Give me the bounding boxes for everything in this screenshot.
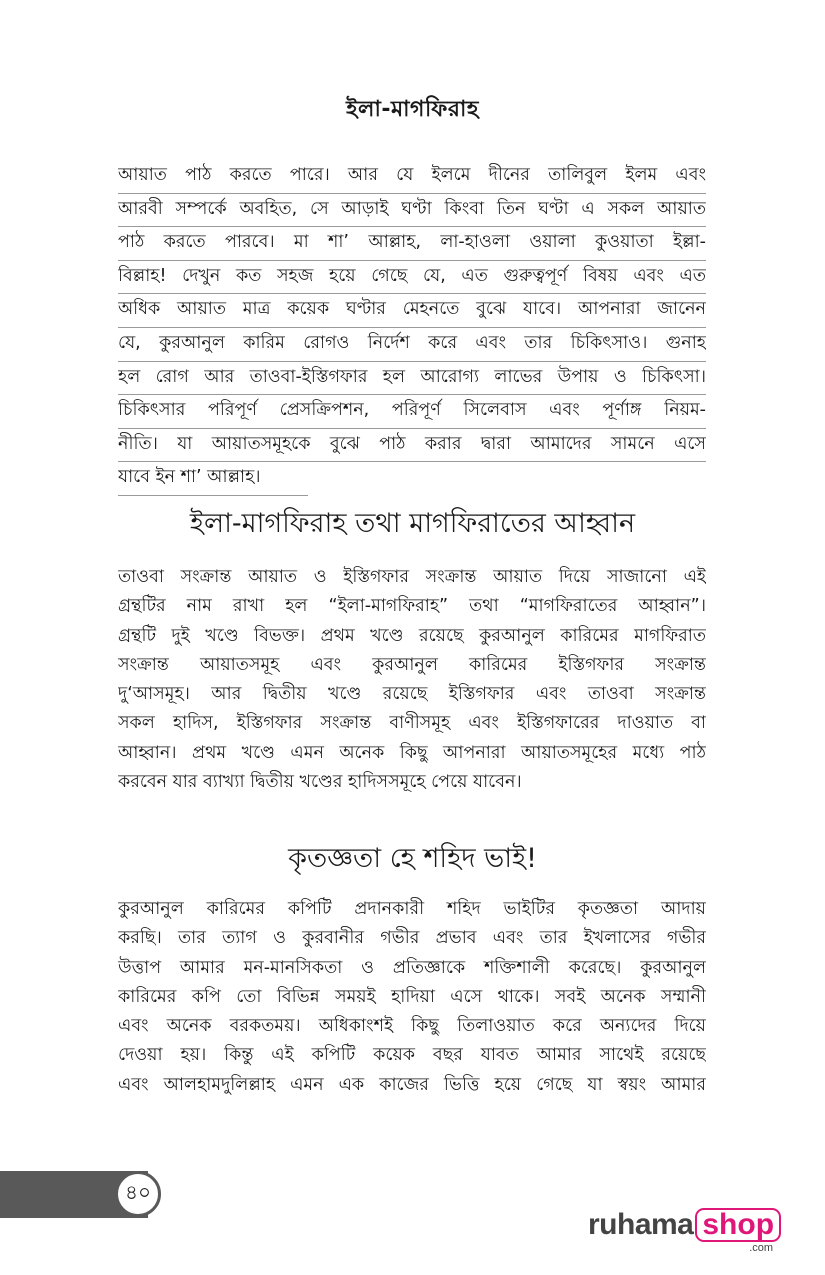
text-line: হল রোগ আর তাওবা-ইস্তিগফার হল আরোগ্য লাভের উপায় ও চিকিৎসা। <box>118 362 706 396</box>
text-line: যে, কুরআনুল কারিম রোগও নির্দেশ করে এবং তার চিকিৎসাও। গুনাহ <box>118 328 706 362</box>
section-paragraph <box>118 563 706 797</box>
text-line: গ্রন্থটি দুই খণ্ডে বিভক্ত। প্রথম খণ্ডে রয়েছে কুরআনুল কারিমের মাগফিরাত <box>118 625 706 646</box>
brand-logo <box>588 1208 781 1254</box>
text-line: অধিক আয়াত মাত্র কয়েক ঘণ্টার মেহনতে বুঝে যাবে। আপনারা জানেন <box>118 294 706 328</box>
text-line: আরবী সম্পর্কে অবহিত, সে আড়াই ঘণ্টা কিংবা তিন ঘণ্টা এ সকল আয়াত <box>118 194 706 228</box>
text-line: করবেন যার ব্যাখ্যা দ্বিতীয় খণ্ডের হাদিসসমূহে পেয়ে যাবেন। <box>118 772 522 793</box>
text-line: সকল হাদিস, ইস্তিগফার সংক্রান্ত বাণীসমূহ এবং ইস্তিগফারের দাওয়াত বা <box>118 713 706 734</box>
text-line: দেওয়া হয়। কিন্তু এই কপিটি কয়েক বছর যাবত আমার সাথেই রয়েছে <box>118 1045 706 1066</box>
brand-name: ruhama <box>588 1208 694 1241</box>
text-line: নীতি। যা আয়াতসমূহকে বুঝে পাঠ করার দ্বারা আমাদের সামনে এসে <box>118 429 706 463</box>
page-number: ৪০ <box>115 1171 161 1217</box>
text-line: এবং অনেক বরকতময়। অধিকাংশই কিছু তিলাওয়াত করে অন্যদের দিয়ে <box>118 1016 706 1037</box>
intro-paragraph <box>118 160 706 496</box>
text-line: কারিমের কপি তো বিভিন্ন সময়ই হাদিয়া এসে থাকে। সবই অনেক সম্মানী <box>118 986 706 1007</box>
text-line: কুরআনুল কারিমের কপিটি প্রদানকারী শহিদ ভাইটির কৃতজ্ঞতা আদায় <box>118 899 706 919</box>
text-line: তাওবা সংক্রান্ত আয়াত ও ইস্তিগফার সংক্রান্ত আয়াত দিয়ে সাজানো এই <box>118 567 706 587</box>
section-heading: কৃতজ্ঞতা হে শহিদ ভাই! <box>288 843 537 874</box>
text-line: করছি। তার ত্যাগ ও কুরবানীর গভীর প্রভাব এবং তার ইখলাসের গভীর <box>118 928 706 949</box>
text-line: গ্রন্থটির নাম রাখা হল “ইলা-মাগফিরাহ” তথা “মাগফিরাতের আহ্বান”। <box>118 596 706 617</box>
text-line: আয়াত পাঠ করতে পারে। আর যে ইলমে দীনের তালিবুল ইলম এবং <box>118 160 706 194</box>
section-heading: ইলা-মাগফিরাহ তথা মাগফিরাতের আহ্বান <box>189 508 636 539</box>
text-line: উত্তাপ আমার মন-মানসিকতা ও প্রতিজ্ঞাকে শক্তিশালী করেছে। কুরআনুল <box>118 957 706 978</box>
text-line: সংক্রান্ত আয়াতসমূহ এবং কুরআনুল কারিমের ইস্তিগফার সংক্রান্ত <box>118 654 706 675</box>
text-line: বিল্লাহ! দেখুন কত সহজ হয়ে গেছে যে, এত গুরুত্বপূর্ণ বিষয় এবং এত <box>118 261 706 295</box>
text-line: দু‘আসমূহ। আর দ্বিতীয় খণ্ডে রয়েছে ইস্তিগফার এবং তাওবা সংক্রান্ত <box>118 684 706 705</box>
running-head: ইলা-মাগফিরাহ <box>346 97 479 122</box>
text-line: এবং আলহামদুলিল্লাহ এমন এক কাজের ভিত্তি হয়ে গেছে যা স্বয়ং আমার <box>118 1074 706 1095</box>
text-line: পাঠ করতে পারবে। মা শা’ আল্লাহ, লা-হাওলা ওয়ালা কুওয়াতা ইল্লা- <box>118 227 706 261</box>
brand-shop-badge: shop <box>695 1208 781 1242</box>
text-line: চিকিৎসার পরিপূর্ণ প্রেসক্রিপশন, পরিপূর্ণ সিলেবাস এবং পূর্ণাঙ্গ নিয়ম- <box>118 395 706 429</box>
text-line: যাবে ইন শা’ আল্লাহ। <box>118 462 308 496</box>
section-paragraph <box>118 895 706 1100</box>
brand-suffix: .com <box>749 1242 774 1254</box>
text-line: আহ্বান। প্রথম খণ্ডে এমন অনেক কিছু আপনারা আয়াতসমূহের মধ্যে পাঠ <box>118 742 706 763</box>
